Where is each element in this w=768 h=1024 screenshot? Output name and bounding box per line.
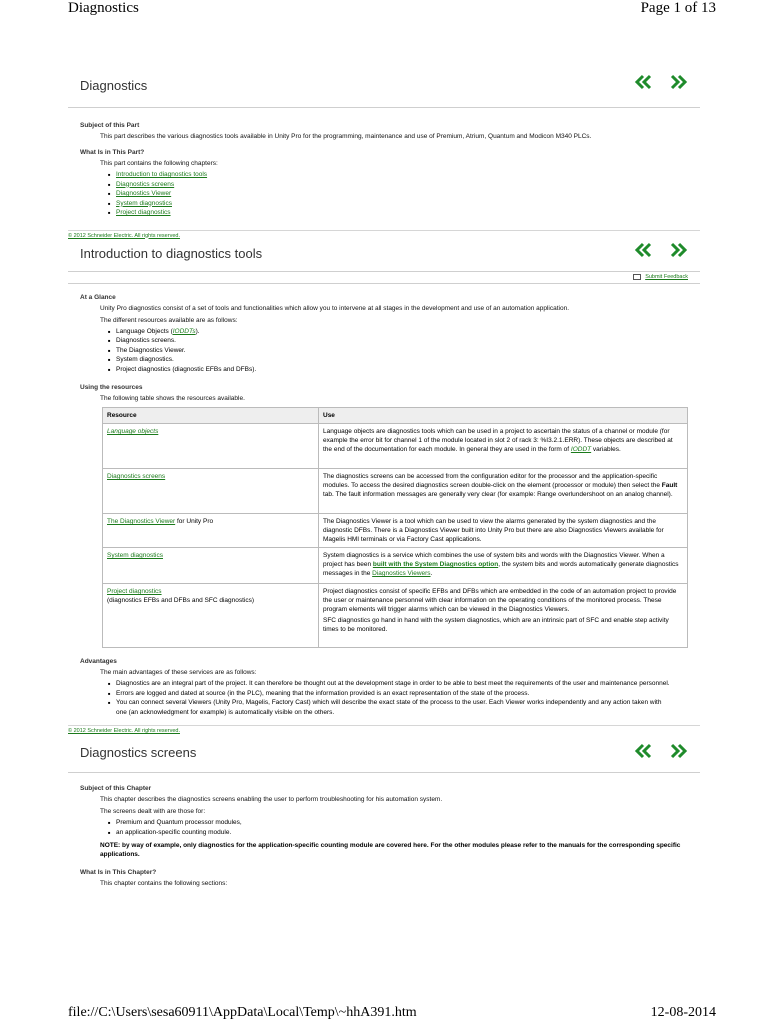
section-title: Diagnostics screens (80, 745, 197, 760)
paragraph-subject-2: The screens dealt with are those for: (100, 808, 206, 815)
print-footer (0, 1005, 768, 1024)
chapter-link[interactable]: Introduction to diagnostics tools (116, 171, 208, 178)
double-chevron-right-icon[interactable] (668, 74, 688, 90)
table-row (103, 469, 688, 514)
list-item (108, 199, 688, 209)
table-cell-resource (103, 424, 319, 469)
table-row (103, 424, 688, 469)
chapter-link[interactable]: Diagnostics Viewer (116, 190, 172, 197)
resource-list (108, 327, 688, 375)
print-header-page: Page 1 of 13 (640, 0, 716, 16)
heading-what-chapter: What Is in This Chapter? (80, 869, 157, 876)
table-cell-use: Project diagnostics consist of specific EFBs and DFBs which are embedded in the code of an automation project to provide the user or maintenance personnel with clear information on the operating conditions of the monitored process. These program elements will trigger alarms which can be viewed in the Diagnostics Viewers. SFC diagnostics go hand in hand with the system diagnostics, which are an intrinsic part of SFC and enable step activity times to be monitored. (319, 584, 688, 648)
nav-arrows (634, 743, 688, 759)
double-chevron-left-icon[interactable] (634, 743, 654, 759)
section-title: Introduction to diagnostics tools (80, 245, 263, 261)
table-row (103, 514, 688, 548)
section-body (68, 122, 700, 218)
advantages-list (108, 679, 674, 717)
chapter-link[interactable]: Project diagnostics (116, 209, 171, 216)
section-header-diagnostics (68, 64, 700, 108)
table-cell-use: The Diagnostics Viewer is a tool which can be used to view the alarms generated by the system diagnostics and the diagnostic DFBs. There is a Diagnostics Viewer built into Unity Pro but there are also Diagnostics Viewers available for Magelis HMI terminals or via Factory Cast applications. (319, 514, 688, 548)
double-chevron-right-icon[interactable] (668, 743, 688, 759)
system-diagnostics-link[interactable]: System diagnostics (107, 552, 163, 559)
paragraph-subject: This part describes the various diagnostics tools available in Unity Pro for the programming, maintenance and use of Premium, Atrium, Quantum and Modicon M340 PLCs. (100, 133, 592, 140)
section-body (68, 785, 700, 888)
nav-arrows (634, 242, 688, 258)
list-item: ■ an application-specific counting module. (108, 828, 688, 838)
paragraph-subject-1: This chapter describes the diagnostics screens enabling the user to perform troubleshooting for his automation system. (100, 796, 443, 803)
list-item (108, 208, 688, 218)
paragraph-glance-2: The different resources available are as follows: (100, 316, 238, 324)
heading-using-resources: Using the resources (80, 384, 143, 391)
heading-at-a-glance: At a Glance (80, 293, 116, 301)
system-diagnostics-option-link[interactable]: built with the System Diagnostics option (372, 561, 499, 568)
list-item: ■ The Diagnostics Viewer. (108, 346, 688, 356)
double-chevron-left-icon[interactable] (634, 74, 654, 90)
ioddt-link[interactable]: IODDT (570, 446, 592, 453)
column-header-use: Use (319, 408, 688, 424)
resources-table (102, 407, 688, 648)
table-cell-use: System diagnostics is a service which combines the use of system bits and words with the Diagnostics Viewer. When a project has been built with the System Diagnostics option, the system bits and words automatically generate diagnostics messages in the Diagnostics Viewers. (319, 548, 688, 584)
table-cell-resource (103, 469, 319, 514)
table-row (103, 584, 688, 648)
submit-feedback-label: Submit Feedback (645, 273, 688, 280)
list-item: ■ System diagnostics. (108, 355, 688, 365)
copyright-link[interactable]: © 2012 Schneider Electric. All rights reserved. (68, 230, 700, 240)
table-cell-resource: The Diagnostics Viewer for Unity Pro (103, 514, 319, 548)
list-item: ■ You can connect several Viewers (Unity Pro, Magelis, Factory Cast) which will describe the exact state of the process to the user. Each Viewer works independently and any action taken with one (an acknowledgment for example) is automatically visible on the others. (108, 698, 674, 717)
list-item: ■ Premium and Quantum processor modules, (108, 818, 688, 828)
table-row (103, 548, 688, 584)
chapter-link[interactable]: System diagnostics (116, 199, 172, 207)
table-cell-resource: Project diagnostics (diagnostics EFBs and DFBs and SFC diagnostics) (103, 584, 319, 648)
mail-icon (633, 274, 641, 280)
language-objects-link[interactable]: Language objects (107, 428, 159, 435)
diagnostics-screens-link[interactable]: Diagnostics screens (107, 473, 166, 480)
list-item: ■ Diagnostics are an integral part of the project. It can therefore be thought out at the development stage in order to be able to best meet the requirements of the user and maintenance personnel. (108, 679, 674, 689)
document-content (68, 64, 700, 888)
list-item: ■ Language Objects (IODDTs). (108, 327, 688, 337)
print-header-title: Diagnostics (68, 0, 139, 16)
paragraph-what: This part contains the following chapters: (100, 160, 218, 167)
list-item (108, 170, 688, 180)
section-body (68, 294, 700, 718)
table-cell-use: Language objects are diagnostics tools which can be used in a project to ascertain the status of a channel or module (for example the error bit for channel 1 of the module located in slot 2 of rack 3: %I3.2.1.ERR). These objects are described at the end of the documentation for each module. In general they are used in the form of IODDT variables. (319, 424, 688, 469)
table-cell-use: The diagnostics screens can be accessed from the configuration editor for the processor and the application-specific modules. To access the desired diagnostics screen double-click on the element (processor or module) then select the Fault tab. The fault information messages are generally very clear (for example: Range overlundershoot on an analog channel). (319, 469, 688, 514)
table-header-row (103, 408, 688, 424)
print-header (0, 0, 768, 24)
project-diagnostics-link[interactable]: Project diagnostics (107, 588, 162, 595)
paragraph-what-chapter: This chapter contains the following sections: (100, 880, 228, 887)
print-footer-date: 12-08-2014 (650, 1005, 716, 1020)
diagnostics-viewers-link[interactable]: Diagnostics Viewers (372, 570, 431, 577)
table-cell-resource (103, 548, 319, 584)
chapter-list (108, 170, 688, 218)
paragraph-using: The following table shows the resources available. (100, 395, 245, 402)
section-header-diagnostics-screens (68, 735, 700, 773)
double-chevron-left-icon[interactable] (634, 242, 654, 258)
nav-arrows (634, 74, 688, 90)
list-item: ■ Errors are logged and dated at source (in the PLC), meaning that the information provided is an exact representation of the state of the process. (108, 689, 674, 699)
heading-subject: Subject of this Part (80, 122, 140, 129)
heading-advantages: Advantages (80, 658, 117, 665)
section-header-introduction (68, 240, 700, 272)
note-text: NOTE: by way of example, only diagnostics for the application-specific counting module are covered here. For the other modules please refer to the manuals for the corresponding specific applications. (100, 842, 681, 858)
chapter-link[interactable]: Diagnostics screens (116, 180, 175, 188)
paragraph-advantages: The main advantages of these services are as follows: (100, 669, 257, 676)
submit-feedback-link[interactable] (633, 274, 688, 280)
list-item: ■ Project diagnostics (diagnostic EFBs and DFBs). (108, 365, 688, 375)
diagnostics-viewer-link[interactable]: The Diagnostics Viewer (107, 518, 176, 525)
list-item (108, 189, 688, 199)
feedback-row (68, 272, 700, 284)
column-header-resource: Resource (103, 408, 319, 424)
list-item: ■ Diagnostics screens. (108, 336, 688, 346)
heading-subject-chapter: Subject of this Chapter (80, 785, 152, 792)
list-item (108, 180, 688, 190)
copyright-link[interactable]: © 2012 Schneider Electric. All rights reserved. (68, 725, 700, 735)
paragraph-glance-1: Unity Pro diagnostics consist of a set of tools and functionalities which allow you to intervene at all stages in the development and use of an automation application. (100, 304, 569, 312)
print-footer-path: file://C:\Users\sesa60911\AppData\Local\Temp\~hhA391.htm (68, 1005, 417, 1020)
ioddts-link[interactable]: IODDTs (172, 327, 196, 335)
section-title: Diagnostics (80, 78, 148, 93)
double-chevron-right-icon[interactable] (668, 242, 688, 258)
screens-list (108, 818, 688, 837)
heading-what: What Is in This Part? (80, 149, 145, 156)
